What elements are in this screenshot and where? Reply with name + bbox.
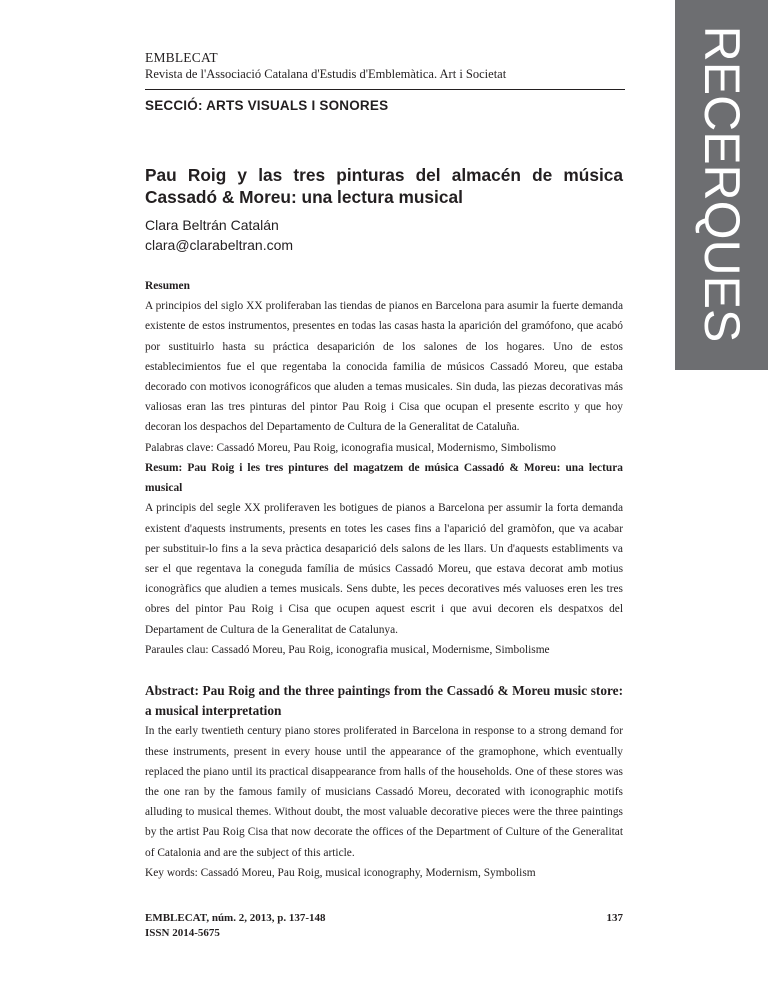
section-heading: SECCIÓ: ARTS VISUALS I SONORES xyxy=(145,98,389,113)
header-rule xyxy=(145,89,625,90)
abstract-catalan xyxy=(145,458,623,660)
footer-issn: ISSN 2014-5675 xyxy=(145,927,220,939)
side-tab-label: RECERQUES xyxy=(693,25,750,343)
abstract-catalan-heading: Resum: Pau Roig i les tres pintures del magatzem de música Cassadó & Moreu: una lectura musical xyxy=(145,462,623,495)
author-name: Clara Beltrán Catalán xyxy=(145,217,279,233)
journal-subtitle: Revista de l'Associació Catalana d'Estudis d'Emblemàtica. Art i Societat xyxy=(145,67,507,81)
article-title: Pau Roig y las tres pinturas del almacén de música Cassadó & Moreu: una lectura musical xyxy=(145,165,623,207)
author-block xyxy=(145,215,625,255)
abstract-spanish-text: A principios del siglo XX proliferaban las tiendas de pianos en Barcelona para asumir la fuerte demanda existente de estos instrumentos, presentes en todas las casas hasta la aparición del gramófono, que acabó por sustituirlo hasta su práctica desaparición de los salones de los hogares. Uno de estos establecimientos fue el que regentaba la conocida familia de músicos Cassadó Moreu, que estaba decorado con motivos iconográficos que aluden a temas musicales. Sin duda, las piezas decorativas más valiosas eran las tres pinturas del pintor Pau Roig i Cisa que ocupan el presente escrito y que hoy decoran los despachos del Departamento de Cultura de la Generalitat de Cataluña. xyxy=(145,300,623,434)
abstract-english-text: In the early twentieth century piano stores proliferated in Barcelona in response to a strong demand for these instruments, present in every house until the appearance of the gramophone, which eventually replaced the piano until its practical disappearance from halls of the households. One of these stores was the one ran by the famous family of musicians Cassadó Moreu, decorated with iconographic motifs alluding to musical themes. Without doubt, the most valuable decorative pieces were the three paintings by the artist Pau Roig Cisa that now decorate the offices of the Department of Culture of the Generalitat of Catalonia and are the subject of this article. xyxy=(145,725,623,859)
abstract-catalan-keywords: Paraules clau: Cassadó Moreu, Pau Roig, iconografia musical, Modernisme, Simbolisme xyxy=(145,643,550,656)
journal-header xyxy=(145,50,625,82)
journal-name: EMBLECAT xyxy=(145,50,218,65)
abstract-spanish xyxy=(145,276,623,458)
abstract-spanish-heading: Resumen xyxy=(145,280,190,292)
side-tab xyxy=(675,0,768,370)
abstract-english-heading: Abstract: Pau Roig and the three paintings from the Cassadó & Moreu music store: a musical interpretation xyxy=(145,683,623,719)
abstract-english-keywords: Key words: Cassadó Moreu, Pau Roig, musical iconography, Modernism, Symbolism xyxy=(145,866,536,879)
abstract-catalan-text: A principis del segle XX proliferaven les botigues de pianos a Barcelona per assumir la forta demanda existent d'aquests instruments, presents en totes les cases fins a l'aparició del gramòfon, que va acabar per substituir-lo fins a la seva pràctica desaparició dels salons de les llars. Un d'aquests establiments va ser el que regentava la coneguda família de músics Cassadó Moreu, que estava decorat amb motius iconogràfics que aludien a temes musicals. Sens dubte, les peces decoratives més valuoses eren les tres obres del pintor Pau Roig i Cisa que ocupen aquest escrit i que avui decoren els despatxos del Departament de Cultura de la Generalitat de Catalunya. xyxy=(145,502,623,636)
abstract-spanish-keywords: Palabras clave: Cassadó Moreu, Pau Roig, iconografia musical, Modernismo, Simbolismo xyxy=(145,441,556,454)
page-number: 137 xyxy=(606,912,623,924)
page-footer xyxy=(145,911,623,941)
abstract-english xyxy=(145,681,623,883)
footer-citation: EMBLECAT, núm. 2, 2013, p. 137-148 xyxy=(145,912,326,924)
author-email: clara@clarabeltran.com xyxy=(145,237,294,253)
